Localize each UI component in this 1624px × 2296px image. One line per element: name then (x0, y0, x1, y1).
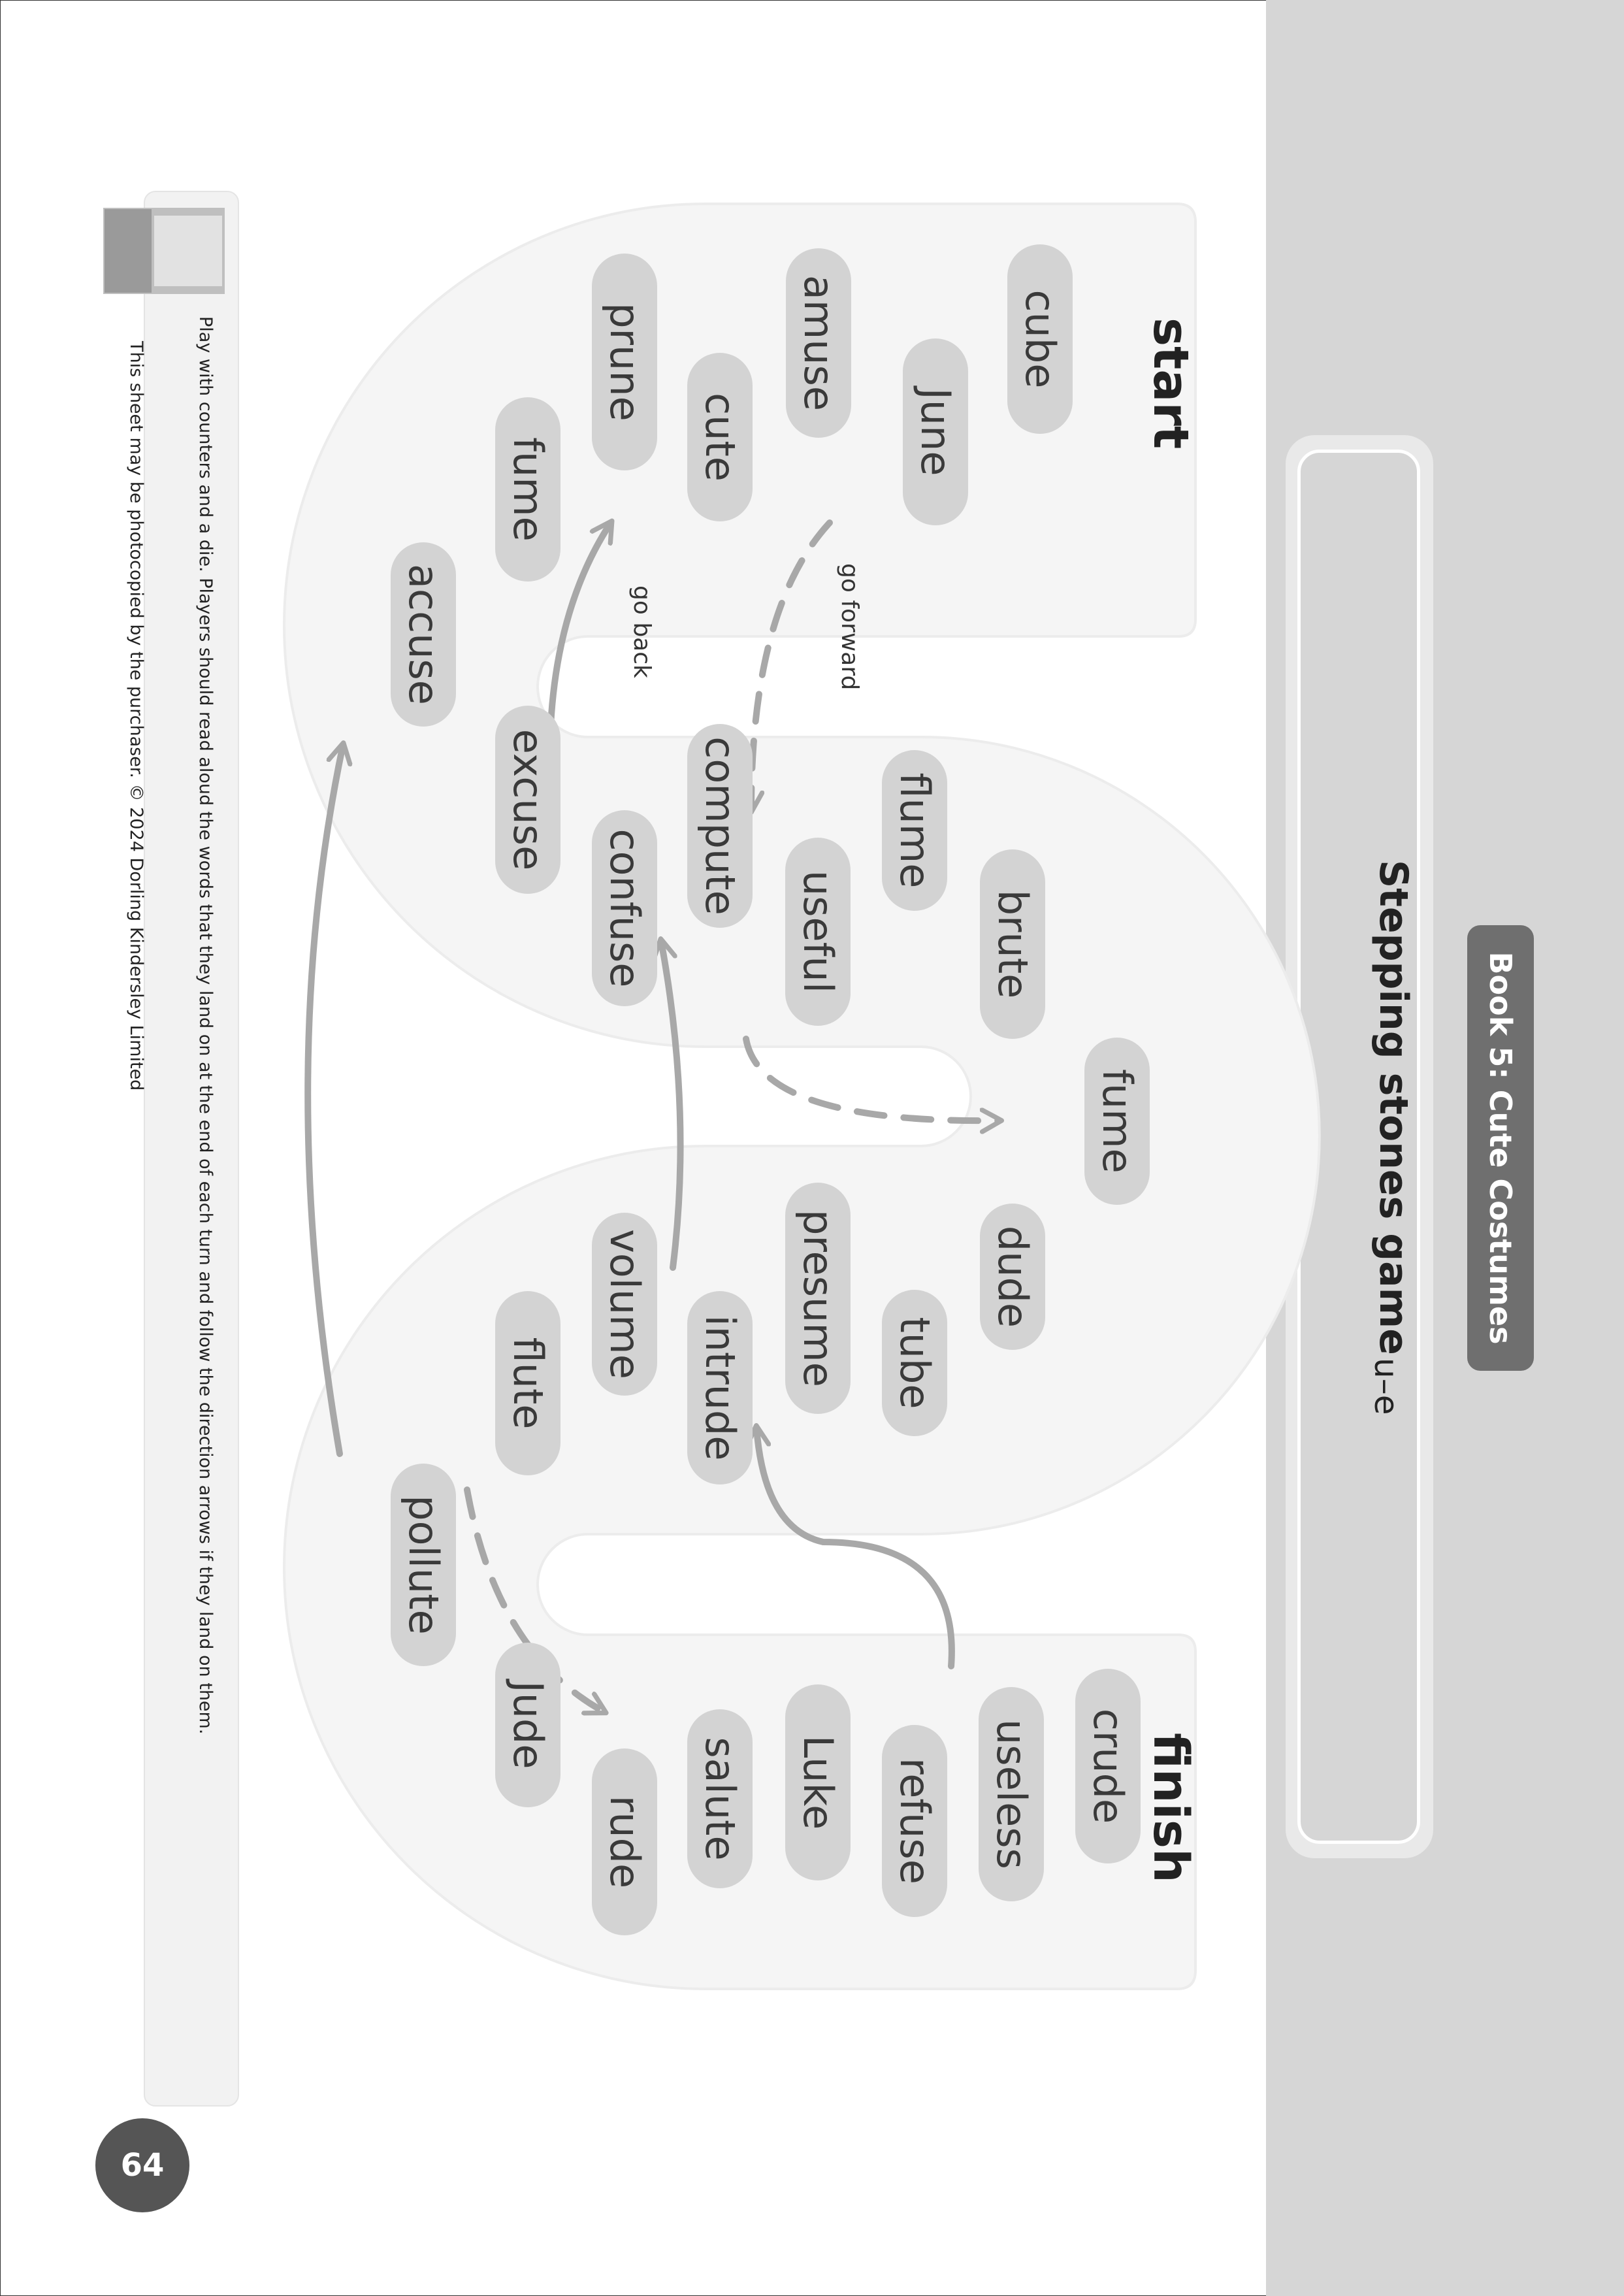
stone-cute[interactable]: cute (687, 353, 753, 521)
stone-useful[interactable]: useful (785, 838, 851, 1026)
stone-brute[interactable]: brute (980, 849, 1045, 1039)
finish-label: finish (1143, 1733, 1199, 1883)
start-label: start (1143, 318, 1199, 450)
instructions-text: Play with counters and a die. Players should read aloud the words that they land on at the end of each turn and follow the direction arrows if they land on them. (195, 316, 216, 1735)
stone-intrude[interactable]: intrude (687, 1291, 753, 1484)
stone-refuse[interactable]: refuse (882, 1725, 947, 1917)
stone-jude[interactable]: Jude (495, 1643, 560, 1807)
stone-cube[interactable]: cube (1007, 244, 1073, 434)
book-badge: Book 5: Cute Costumes (1467, 925, 1534, 1371)
stone-fume-2[interactable]: fume (1084, 1038, 1150, 1205)
instructions-panel (144, 191, 239, 2107)
stone-useless[interactable]: useless (979, 1687, 1044, 1901)
stone-accuse[interactable]: accuse (391, 542, 456, 727)
stone-crude[interactable]: crude (1075, 1669, 1141, 1863)
stone-rude[interactable]: rude (592, 1748, 657, 1935)
stone-flume[interactable]: flume (882, 750, 947, 911)
stone-tube[interactable]: tube (882, 1290, 947, 1436)
stone-compute[interactable]: compute (687, 724, 753, 928)
stone-salute[interactable]: salute (687, 1709, 753, 1888)
stone-volume[interactable]: volume (592, 1213, 657, 1396)
stone-flute[interactable]: flute (495, 1291, 560, 1475)
stone-amuse[interactable]: amuse (786, 248, 851, 438)
go-forward-label: go forward (836, 563, 863, 691)
stone-confuse[interactable]: confuse (592, 810, 657, 1006)
go-back-label: go back (628, 585, 655, 678)
go-back-arrow-4 (308, 745, 343, 1454)
thumbnail-cover-text-area (154, 216, 222, 286)
spelling-pattern: u–e (1367, 1358, 1405, 1415)
stone-excuse[interactable]: excuse (495, 706, 560, 894)
stone-june[interactable]: June (903, 338, 968, 525)
stone-fume-1[interactable]: fume (495, 397, 560, 582)
copyright-text: This sheet may be photocopied by the purchaser. © 2024 Dorling Kindersley Limited (126, 341, 146, 1091)
page-number: 64 (120, 2147, 165, 2184)
stone-dude[interactable]: dude (980, 1204, 1045, 1350)
stone-pollute[interactable]: pollute (391, 1464, 456, 1666)
thumbnail-photo (105, 209, 152, 293)
stone-prune[interactable]: prune (592, 254, 657, 470)
page-title: Stepping stones game (1371, 860, 1416, 1355)
stone-presume[interactable]: presume (785, 1183, 851, 1414)
stone-luke[interactable]: Luke (785, 1684, 851, 1880)
